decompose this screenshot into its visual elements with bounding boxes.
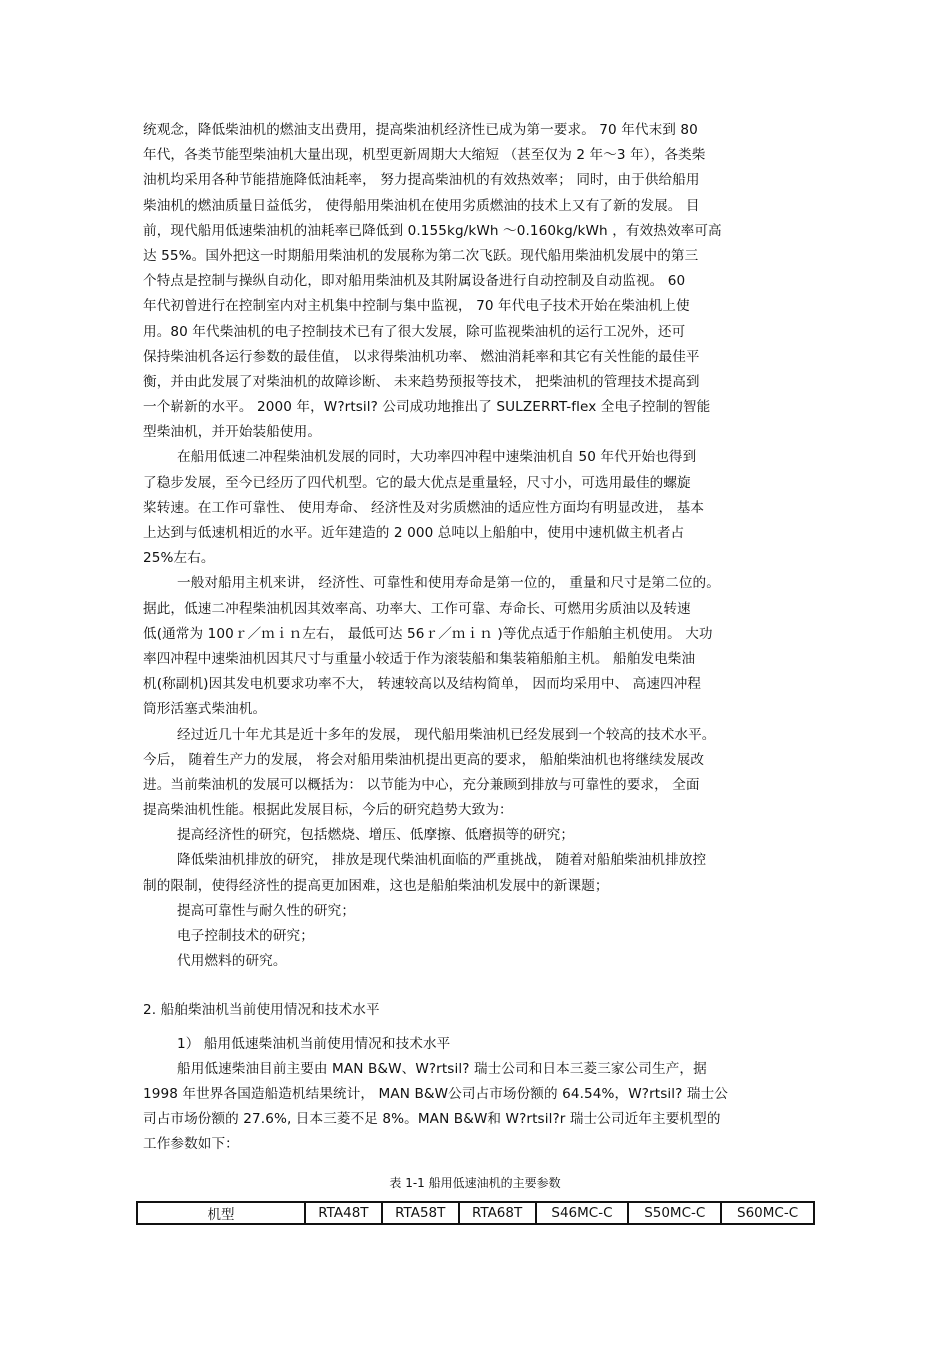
section-heading: 2. 船舶柴油机当前使用情况和技术水平	[143, 1002, 380, 1019]
paragraph-line: 油机均采用各种节能措施降低油耗率， 努力提高柴油机的有效热效率； 同时，由于供给船用	[143, 172, 700, 189]
paragraph-line: 达 55%。国外把这一时期船用柴油机的发展称为第二次飞跃。现代船用柴油机发展中的第三	[143, 247, 699, 264]
table-header-row	[137, 1202, 814, 1224]
paragraph-line: 年代初曾进行在控制室内对主机集中控制与集中监视， 70 年代电子技术开始在柴油机上使	[143, 298, 690, 315]
table-header-cell: S50MC-C	[628, 1202, 721, 1224]
paragraph-line: 进。当前柴油机的发展可以概括为： 以节能为中心，充分兼顾到排放与可靠性的要求， 全面	[143, 776, 700, 793]
paragraph-line: 筒形活塞式柴油机。	[143, 701, 267, 718]
body-text	[143, 118, 811, 1158]
list-item: 制的限制，使得经济性的提高更加困难，这也是船舶柴油机发展中的新课题；	[143, 877, 609, 894]
paragraph-line: 衡，并由此发展了对柴油机的故障诊断、 未来趋势预报等技术， 把柴油机的管理技术提高到	[143, 373, 700, 390]
paragraph-line: 型柴油机，并开始装船使用。	[143, 424, 322, 441]
subsection-heading: 1） 船用低速柴油机当前使用情况和技术水平	[177, 1035, 451, 1052]
table-header-cell: RTA48T	[305, 1202, 382, 1224]
paragraph-line: 提高柴油机性能。根据此发展目标，今后的研究趋势大致为：	[143, 802, 513, 819]
paragraph-line: 年代，各类节能型柴油机大量出现，机型更新周期大大缩短 （甚至仅为 2 年～3 年），各类柴	[143, 147, 706, 164]
paragraph-line: 1998 年世界各国造船造机结果统计， MAN B&W公司占市场份额的 64.54%，W?rtsil? 瑞士公	[143, 1085, 728, 1102]
parameter-table	[136, 1201, 815, 1225]
table-header-cell: RTA68T	[459, 1202, 536, 1224]
list-item: 代用燃料的研究。	[177, 953, 287, 970]
paragraph-line: 率四冲程中速柴油机因其尺寸与重量小较适于作为滚装船和集装箱船舶主机。 船舶发电柴油	[143, 650, 696, 667]
paragraph-line: 低(通常为 100ｒ／ｍｉｎ左右， 最低可达 56ｒ／ｍｉｎ )等优点适于作船舶主机使用。 大功	[143, 625, 713, 642]
list-item: 降低柴油机排放的研究， 排放是现代柴油机面临的严重挑战， 随着对船舶柴油机排放控	[177, 852, 707, 869]
table-caption: 表 1-1 船用低速油机的主要参数	[389, 1176, 561, 1190]
paragraph-line: 前，现代船用低速柴油机的油耗率已降低到 0.155kg/kWh ～0.160kg/kWh ，有效热效率可高	[143, 222, 722, 239]
paragraph-line: 工作参数如下：	[143, 1136, 239, 1153]
paragraph-line: 今后， 随着生产力的发展， 将会对船用柴油机提出更高的要求， 船舶柴油机也将继续发展改	[143, 751, 705, 768]
paragraph-line: 个特点是控制与操纵自动化，即对船用柴油机及其附属设备进行自动控制及自动监视。 60	[143, 273, 686, 290]
paragraph-line: 一个崭新的水平。 2000 年，W?rtsil? 公司成功地推出了 SULZERRT-flex 全电子控制的智能	[143, 399, 711, 416]
list-item: 提高可靠性与耐久性的研究；	[177, 902, 356, 919]
paragraph-line: 一般对船用主机来讲， 经济性、可靠性和使用寿命是第一位的， 重量和尺寸是第二位的。	[177, 575, 720, 592]
paragraph-line: 用。80 年代柴油机的电子控制技术已有了很大发展，除可监视柴油机的运行工况外，还可	[143, 323, 686, 340]
table-header-cell: 机型	[137, 1202, 305, 1224]
paragraph-line: 船用低速柴油目前主要由 MAN B&W、W?rtsil? 瑞士公司和日本三菱三家公司生产，据	[177, 1060, 707, 1077]
table-header-cell: RTA58T	[382, 1202, 459, 1224]
paragraph-line: 25%左右。	[143, 550, 215, 567]
paragraph-line: 统观念，降低柴油机的燃油支出费用，提高柴油机经济性已成为第一要求。 70 年代末到 80	[143, 122, 698, 138]
paragraph-line: 上达到与低速机相近的水平。近年建造的 2 000 总吨以上船舶中，使用中速机做主机者占	[143, 525, 685, 541]
paragraph-line: 保持柴油机各运行参数的最佳值， 以求得柴油机功率、 燃油消耗率和其它有关性能的最佳平	[143, 348, 700, 365]
paragraph-line: 司占市场份额的 27.6%, 日本三菱不足 8%。MAN B&W和 W?rtsil?r 瑞士公司近年主要机型的	[143, 1111, 721, 1128]
paragraph-line: 据此，低速二冲程柴油机因其效率高、功率大、工作可靠、寿命长、可燃用劣质油以及转速	[143, 600, 691, 617]
paragraph-line: 经过近几十年尤其是近十多年的发展， 现代船用柴油机已经发展到一个较高的技术水平。	[177, 726, 716, 743]
paragraph-line: 桨转速。在工作可靠性、 使用寿命、 经济性及对劣质燃油的适应性方面均有明显改进， 基本	[143, 499, 705, 516]
list-item: 提高经济性的研究，包括燃烧、增压、低摩擦、低磨损等的研究；	[177, 827, 575, 844]
paragraph-line: 柴油机的燃油质量日益低劣， 使得船用柴油机在使用劣质燃油的技术上又有了新的发展。 目	[143, 197, 700, 214]
paragraph-line: 机(称副机)因其发电机要求功率不大， 转速较高以及结构简单， 因而均采用中、 高速四冲程	[143, 676, 702, 693]
paragraph-line: 在船用低速二冲程柴油机发展的同时，大功率四冲程中速柴油机自 50 年代开始也得到	[177, 449, 697, 466]
table-header-cell: S46MC-C	[536, 1202, 629, 1224]
paragraph-line: 了稳步发展，至今已经历了四代机型。它的最大优点是重量轻，尺寸小，可选用最佳的螺旋	[143, 474, 691, 491]
list-item: 电子控制技术的研究；	[177, 928, 314, 944]
table-header-cell: S60MC-C	[721, 1202, 814, 1224]
